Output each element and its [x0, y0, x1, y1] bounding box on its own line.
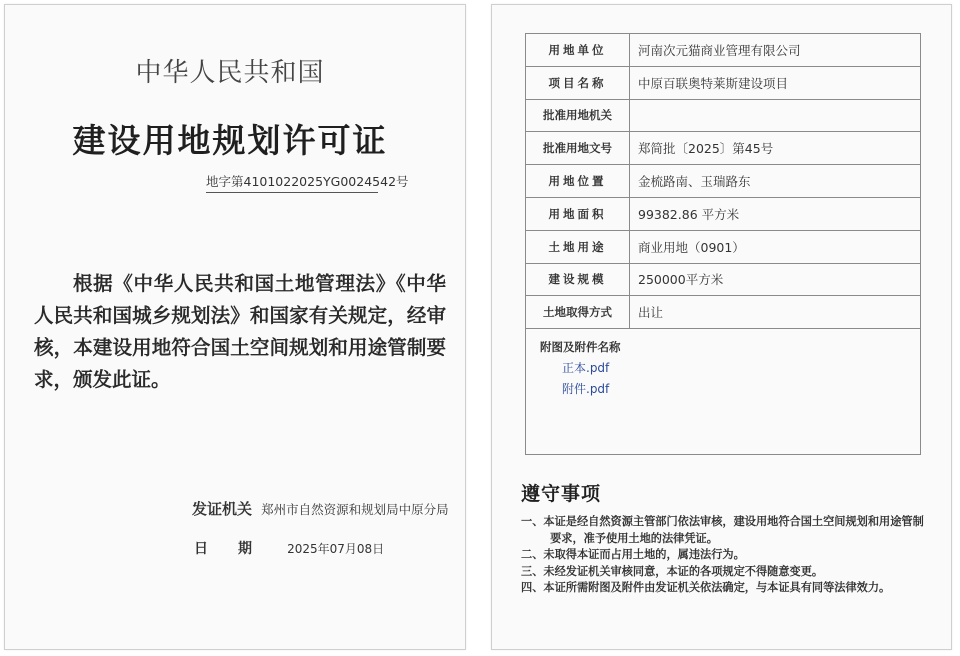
attachment-link-appendix[interactable]: 附件.pdf	[562, 382, 610, 397]
certificate-statement: 根据《中华人民共和国土地管理法》《中华人民共和国城乡规划法》和国家有关规定，经审核，本建设用地符合国土空间规划和用途管制要求，颁发此证。	[34, 272, 446, 391]
certificate-title: 建设用地规划许可证	[72, 121, 388, 160]
row-label: 建设规模	[526, 263, 630, 296]
table-row	[526, 34, 921, 67]
row-label: 用地单位	[526, 34, 630, 67]
certificate-number: 地字第4101022025YG0024542号	[206, 174, 409, 189]
row-value: 250000平方米	[630, 263, 921, 296]
row-value: 金梳路南、玉瑞路东	[630, 165, 921, 198]
row-value: 郑简批〔2025〕第45号	[630, 132, 921, 165]
note-item: 三、未经发证机关审核同意，本证的各项规定不得随意变更。	[521, 564, 824, 578]
certificate-number-underline	[206, 192, 378, 193]
attachment-link-original[interactable]: 正本.pdf	[562, 361, 610, 376]
note-item: 一、本证是经自然资源主管部门依法审核，建设用地符合国土空间规划和用途管制要求，准予使用土地的法律凭证。	[521, 515, 924, 545]
row-label: 项目名称	[526, 66, 630, 99]
row-label: 土地用途	[526, 230, 630, 263]
country-name: 中华人民共和国	[135, 58, 325, 88]
row-value: 商业用地（0901）	[630, 230, 921, 263]
row-value	[630, 99, 921, 132]
row-value: 河南次元猫商业管理有限公司	[630, 34, 921, 67]
row-value: 出让	[630, 296, 921, 329]
land-info-table	[525, 33, 921, 455]
row-label: 土地取得方式	[526, 296, 630, 329]
note-item: 二、未取得本证而占用土地的，属违法行为。	[521, 548, 745, 561]
note-item: 四、本证所需附图及附件由发证机关依法确定，与本证具有同等法律效力。	[521, 581, 891, 594]
row-label: 用地面积	[526, 197, 630, 230]
row-value: 99382.86 平方米	[630, 197, 921, 230]
issue-date-value: 2025年07月08日	[287, 542, 385, 556]
row-label: 用地位置	[526, 165, 630, 198]
table-row	[526, 132, 921, 165]
issue-date	[194, 538, 384, 558]
row-label: 批准用地文号	[526, 132, 630, 165]
attachments-row	[526, 329, 921, 455]
table-row	[526, 197, 921, 230]
table-row	[526, 165, 921, 198]
table-row	[526, 230, 921, 263]
attachments-label: 附图及附件名称	[540, 340, 621, 355]
row-label: 批准用地机关	[526, 99, 630, 132]
issue-date-label: 日期	[194, 541, 282, 557]
notes-list	[521, 514, 925, 597]
table-row	[526, 66, 921, 99]
table-row	[526, 263, 921, 296]
notes-heading: 遵守事项	[521, 483, 602, 505]
issuing-authority-label: 发证机关	[192, 500, 253, 518]
issuing-authority	[192, 498, 449, 519]
table-row	[526, 296, 921, 329]
table-row	[526, 99, 921, 132]
row-value: 中原百联奥特莱斯建设项目	[630, 66, 921, 99]
issuing-authority-value: 郑州市自然资源和规划局中原分局	[261, 502, 449, 517]
attachments-cell	[526, 329, 921, 455]
